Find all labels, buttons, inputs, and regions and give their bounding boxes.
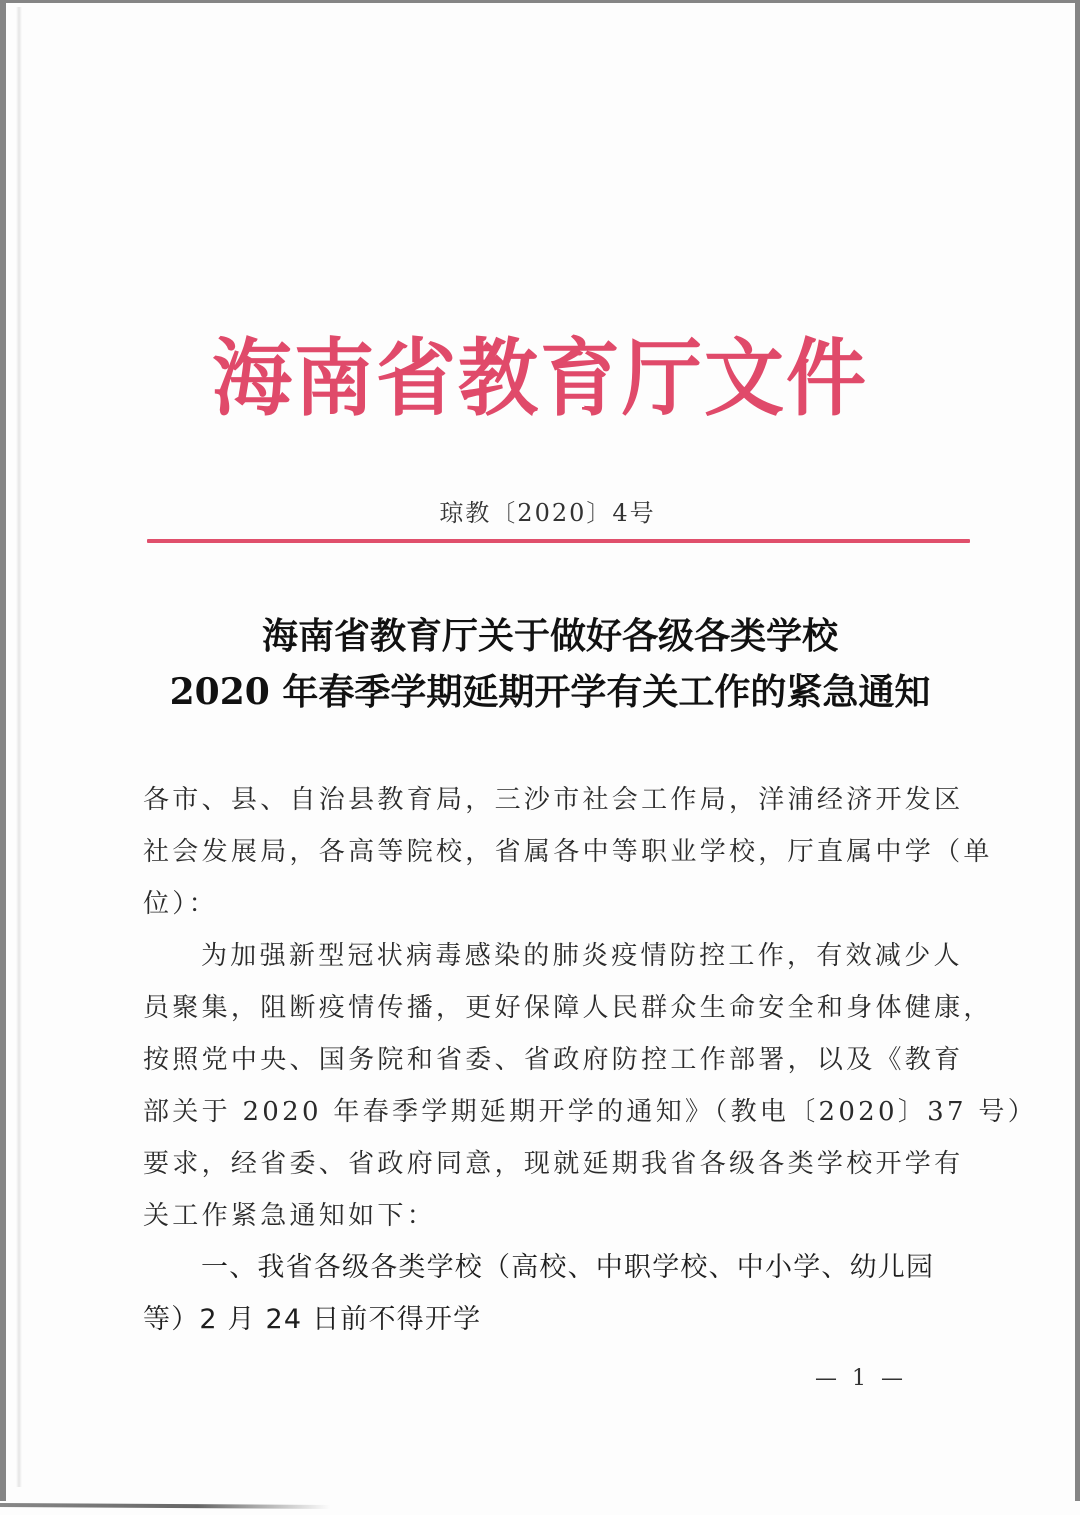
paragraph-line-2: 员聚集，阻断疫情传播，更好保障人民群众生命安全和身体健康， [143, 993, 993, 1023]
paragraph-line-4: 部关于 2020 年春季学期延期开学的通知》（教电〔2020〕37 号） [143, 1097, 1038, 1127]
notice-title-line-1: 海南省教育厅关于做好各级各类学校 [261, 615, 838, 657]
notice-title-line-2: 2020 年春季学期延期开学有关工作的紧急通知 [169, 671, 931, 713]
page-number: — 1 — [815, 1366, 907, 1391]
scan-bottom-edge [0, 1501, 1080, 1515]
paragraph-line-5: 要求，经省委、省政府同意，现就延期我省各级各类学校开学有 [143, 1149, 964, 1179]
paragraph-line-3: 按照党中央、国务院和省委、省政府防控工作部署，以及《教育 [143, 1045, 964, 1075]
paragraph-line-1: 为加强新型冠状病毒感染的肺炎疫情防控工作，有效减少人 [201, 941, 963, 971]
addressee-line-3: 位）： [143, 889, 218, 919]
notice-body [143, 774, 1038, 1346]
scan-shadow [16, 7, 22, 1487]
issuer-header: 海南省教育厅文件 [212, 328, 868, 428]
paragraph-line-6: 关工作紧急通知如下： [143, 1201, 437, 1231]
addressee-line-1: 各市、县、自治县教育局，三沙市社会工作局，洋浦经济开发区 [143, 785, 964, 815]
document-number: 琼教〔2020〕4号 [439, 499, 656, 527]
addressee-line-2: 社会发展局，各高等院校，省属各中等职业学校，厅直属中学（单 [143, 837, 993, 867]
section-heading-line-2: 等）2 月 24 日前不得开学 [143, 1304, 482, 1335]
red-separator-line [147, 539, 970, 543]
notice-title [140, 608, 960, 720]
section-heading-line-1: 一、我省各级各类学校（高校、中职学校、中小学、幼儿园 [201, 1252, 935, 1283]
